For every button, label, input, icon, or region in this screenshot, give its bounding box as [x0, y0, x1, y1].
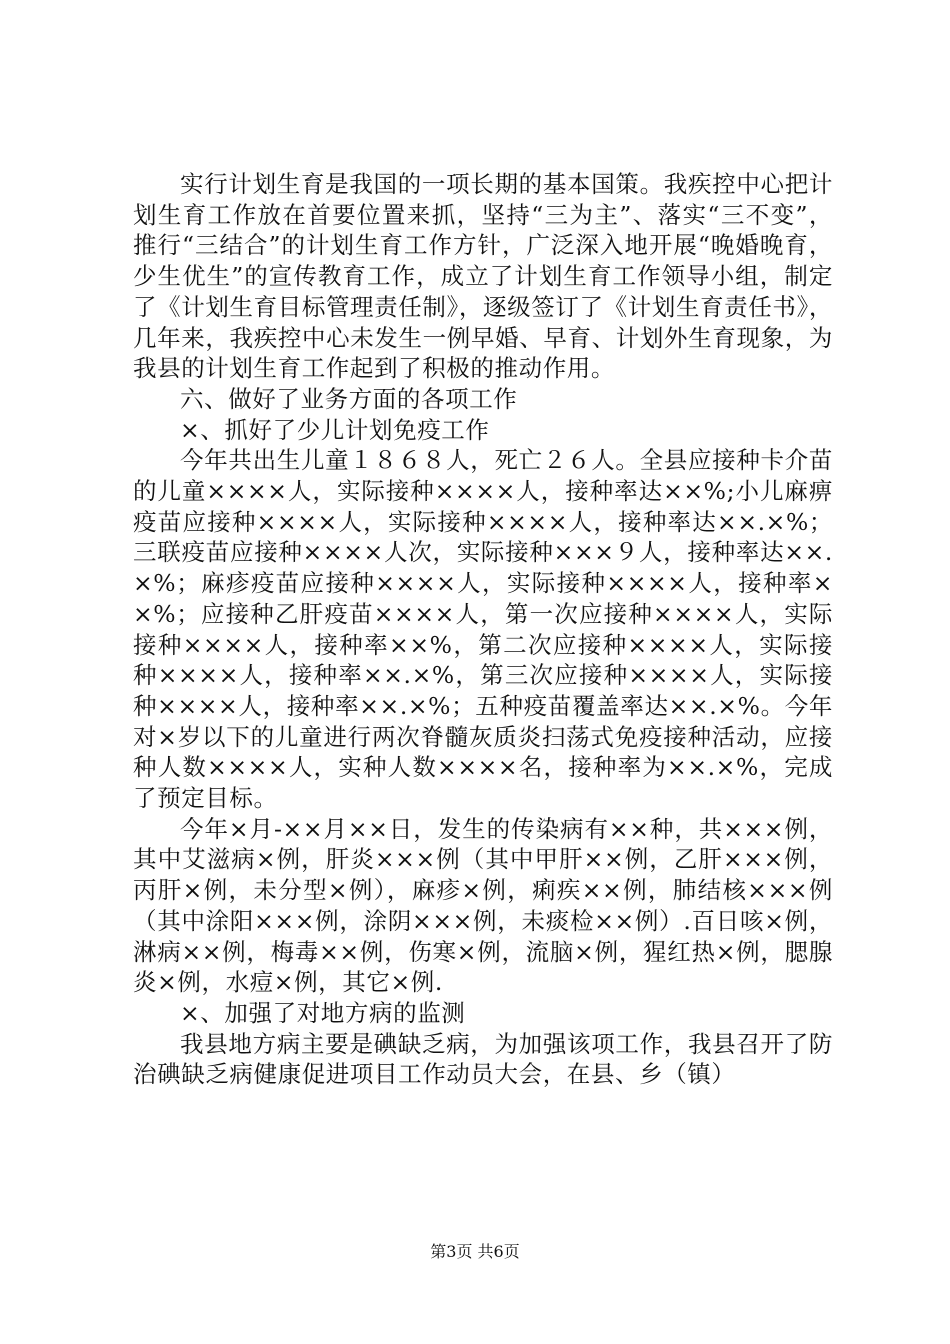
subsection-heading-endemic-disease: ×、加强了对地方病的监测 — [180, 998, 466, 1027]
page-number-footer: 第3页 共6页 — [430, 1242, 520, 1261]
paragraph-infectious-disease: 今年×月-××月××日，发生的传染病有××种，共×××例，其中艾滋病×例，肝炎×××例（其中甲肝××例，乙肝×××例，丙肝×例，未分型×例），麻疹×例，痢疾××例，肺结核×××例（其中涂阳×××例，涂阴×××例，未痰检××例）.百日咳×例，淋病××例，梅毒××例，伤寒×例，流脑×例，猩红热×例，腮腺炎×例，水痘×例，其它×例. — [133, 814, 833, 997]
subsection-heading-immunization: ×、抓好了少儿计划免疫工作 — [180, 415, 490, 444]
paragraph-family-planning: 实行计划生育是我国的一项长期的基本国策。我疾控中心把计划生育工作放在首要位置来抓，坚持“三为主”、落实“三不变”，推行“三结合”的计划生育工作方针，广泛深入地开展“晚婚晚育，少生优生”的宣传教育工作，成立了计划生育工作领导小组，制定了《计划生育目标管理责任制》，逐级签订了《计划生育责任书》，几年来，我疾控中心未发生一例早婚、早育、计划外生育现象，为我县的计划生育工作起到了积极的推动作用。 — [133, 170, 833, 383]
section-heading-business-work: 六、做好了业务方面的各项工作 — [180, 384, 518, 413]
paragraph-immunization-stats: 今年共出生儿童１８６８人，死亡２６人。全县应接种卡介苗的儿童××××人，实际接种××××人，接种率达××%;小儿麻痹疫苗应接种××××人，实际接种××××人，接种率达××.×%；三联疫苗应接种××××人次，实际接种×××９人，接种率达××.×%；麻疹疫苗应接种××××人，实际接种××××人，接种率××%；应接种乙肝疫苗××××人，第一次应接种××××人，实际接种××××人，接种率××%，第二次应接种××××人，实际接种××××人，接种率××.×%，第三次应接种××××人，实际接种××××人，接种率××.×%；五种疫苗覆盖率达××.×%。今年对×岁以下的儿童进行两次脊髓灰质炎扫荡式免疫接种活动，应接种人数××××人，实种人数××××名，接种率为××.×%，完成了预定目标。 — [133, 446, 833, 813]
document-body — [133, 169, 833, 1090]
paragraph-iodine-deficiency: 我县地方病主要是碘缺乏病，为加强该项工作，我县召开了防治碘缺乏病健康促进项目工作动员大会，在县、乡（镇） — [133, 1029, 833, 1089]
